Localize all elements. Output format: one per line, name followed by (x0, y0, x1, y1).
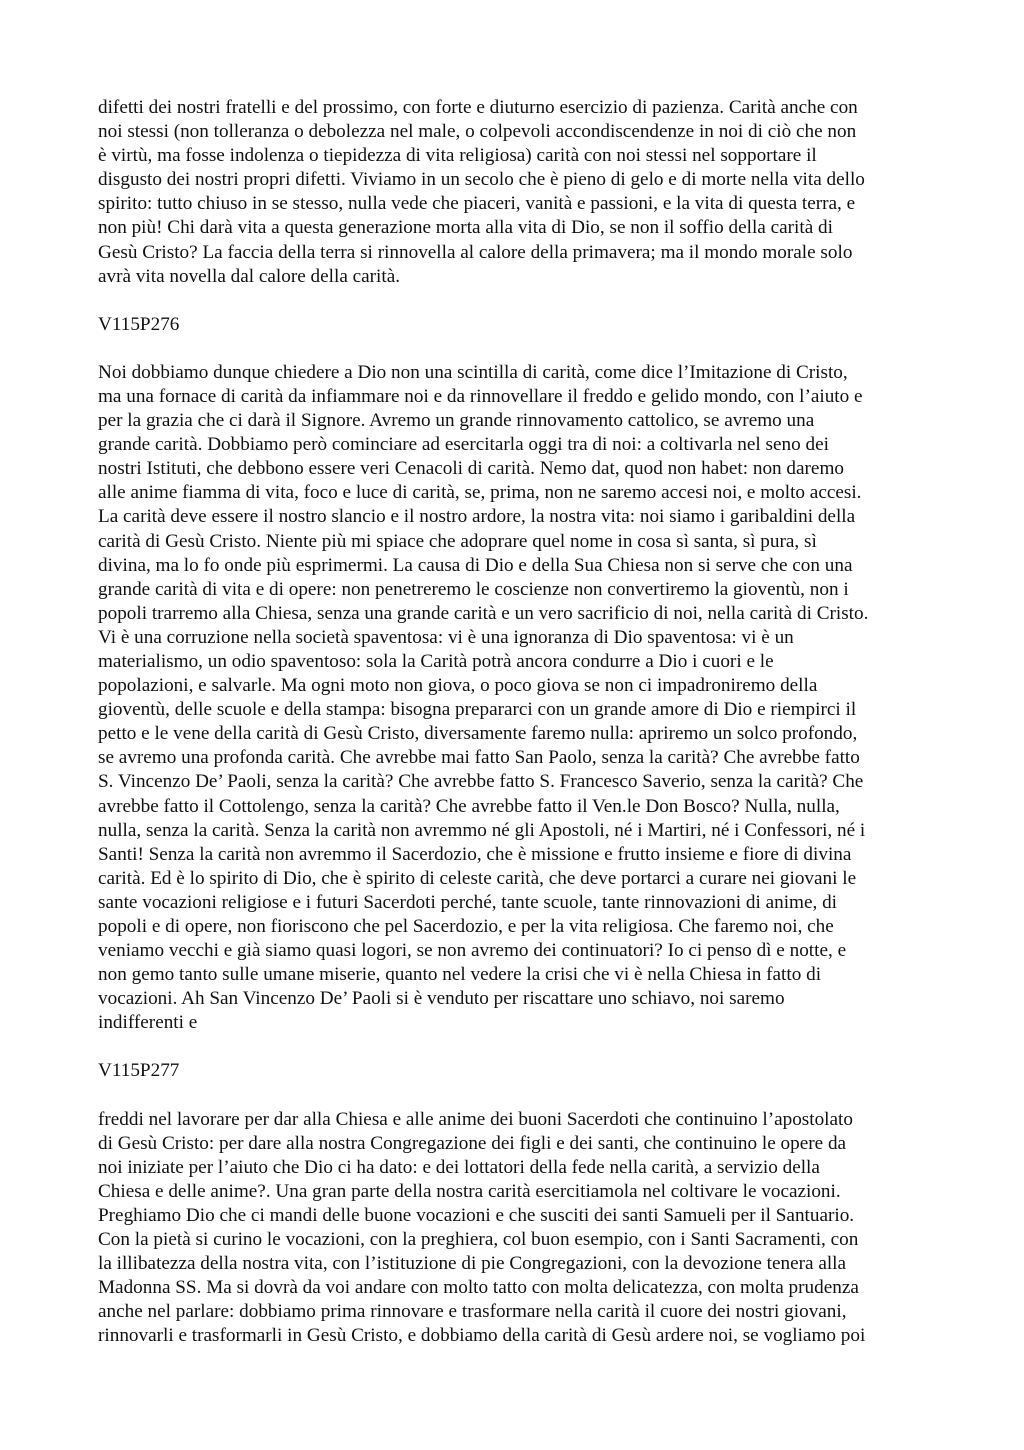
paragraph-2: Noi dobbiamo dunque chiedere a Dio non una scintilla di carità, come dice l’Imitazione di Cristo, ma una fornace di carità da infiammare noi e da rinnovellare il freddo e gelido mondo, con l’aiuto e per la grazia che ci darà il Signore. Avremo un grande rinnovamento cattolico, se avremo una grande carità. Dobbiamo però cominciare ad esercitarla oggi tra di noi: a coltivarla nel seno dei nostri Istituti, che debbono essere veri Cenacoli di carità. Nemo dat, quod non habet: non daremo alle anime fiamma di vita, foco e luce di carità, se, prima, non ne saremo accesi noi, e molto accesi. La carità deve essere il nostro slancio e il nostro ardore, la nostra vita: noi siamo i garibaldini della carità di Gesù Cristo. Niente più mi spiace che adoprare quel nome in cosa sì santa, sì pura, sì divina, ma lo fo onde più esprimermi. La causa di Dio e della Sua Chiesa non si serve che con una grande carità di vita e di opere: non penetreremo le coscienze non convertiremo la gioventù, non i popoli trarremo alla Chiesa, senza una grande carità e un vero sacrificio di noi, nella carità di Cristo. Vi è una corruzione nella società spaventosa: vi è una ignoranza di Dio spaventosa: vi è un materialismo, un odio spaventoso: sola la Carità potrà ancora condurre a Dio i cuori e le popolazioni, e salvarle. Ma ogni moto non giova, o poco giova se non ci impadroniremo della gioventù, delle scuole e della stampa: bisogna prepararci con un grande amore di Dio e riempirci il petto e le vene della carità di Gesù Cristo, diversamente faremo nulla: apriremo un solco profondo, se avremo una profonda carità. Che avrebbe mai fatto San Paolo, senza la carità? Che avrebbe fatto S. Vincenzo De’ Paoli, senza la carità? Che avrebbe fatto S. Francesco Saverio, senza la carità? Che avrebbe fatto il Cottolengo, senza la carità? Che avrebbe fatto il Ven.le Don Bosco? Nulla, nulla, nulla, senza la carità. Senza la carità non avremmo né gli Apostoli, né i Martiri, né i Confessori, né i Santi! Senza la carità non avremmo il Sacerdozio, che è missione e frutto insieme e fiore di divina carità. Ed è lo spirito di Dio, che è spirito di celeste carità, che deve portarci a curare nei giovani le sante vocazioni religiose e i futuri Sacerdoti perché, tante scuole, tante rinnovazioni di anime, di popoli e di opere, non fioriscono che pel Sacerdozio, e per la vita religiosa. Che faremo noi, che veniamo vecchi e già siamo quasi logori, se non avremo dei continuatori? Io ci penso dì e notte, e non gemo tanto sulle umane miserie, quanto nel vedere la crisi che vi è nella Chiesa in fatto di vocazioni. Ah San Vincenzo De’ Paoli si è venduto per riscattare uno schiavo, noi saremo indifferenti e (98, 361, 869, 1034)
paragraph-3: freddi nel lavorare per dar alla Chiesa e alle anime dei buoni Sacerdoti che continuino l’apostolato di Gesù Cristo: per dare alla nostra Congregazione dei figli e dei santi, che continuino le opere da noi iniziate per l’aiuto che Dio ci ha dato: e dei lottatori della fede nella carità, a servizio della Chiesa e delle anime?. Una gran parte della nostra carità esercitiamola nel coltivare le vocazioni. Preghiamo Dio che ci mandi delle buone vocazioni e che susciti dei santi Samueli per il Santuario. Con la pietà si curino le vocazioni, con la preghiera, col buon esempio, con i Santi Sacramenti, con la illibatezza della nostra vita, con l’istituzione di pie Congregazioni, con la devozione tenera alla Madonna SS. Ma si dovrà da voi andare con molto tatto con molta delicatezza, con molta prudenza anche nel parlare: dobbiamo prima rinnovare e trasformare nella carità il cuore dei nostri giovani, rinnovarli e trasformarli in Gesù Cristo, e dobbiamo della carità di Gesù ardere noi, se vogliamo poi (98, 1108, 866, 1347)
page-marker-277: V115P277 (98, 1060, 180, 1082)
document-page (98, 96, 938, 1349)
page-marker-276: V115P276 (98, 313, 180, 335)
paragraph-1: difetti dei nostri fratelli e del prossimo, con forte e diuturno esercizio di pazienza. Carità anche con noi stessi (non tolleranza o debolezza nel male, o colpevoli accondiscendenze in noi di ciò che non è virtù, ma fosse indolenza o tiepidezza di vita religiosa) carità con noi stessi nel sopportare il disgusto dei nostri propri difetti. Viviamo in un secolo che è pieno di gelo e di morte nella vita dello spirito: tutto chiuso in se stesso, nulla vede che piaceri, vanità e passioni, e la vita di questa terra, e non più! Chi darà vita a questa generazione morta alla vita di Dio, se non il soffio della carità di Gesù Cristo? La faccia della terra si rinnovella al calore della primavera; ma il mondo morale solo avrà vita novella dal calore della carità. (98, 97, 865, 287)
